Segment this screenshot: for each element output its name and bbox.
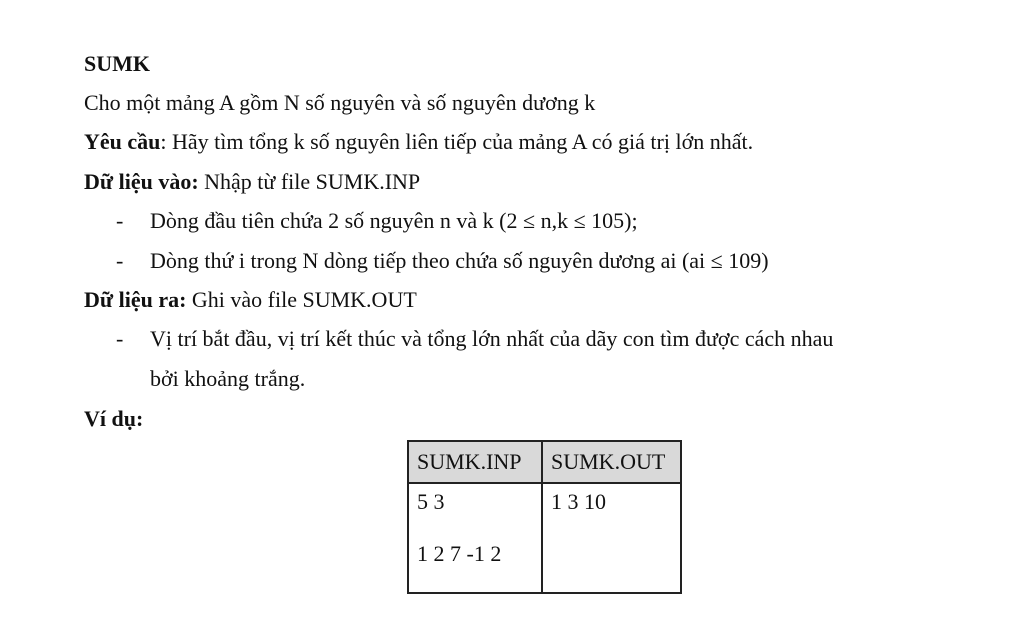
bullet-marker: - bbox=[116, 326, 124, 351]
output-heading-line bbox=[84, 286, 417, 314]
inp-line-2: 1 2 7 -1 2 bbox=[417, 541, 502, 566]
intro-text: Cho một mảng A gồm N số nguyên và số nguyên dương k bbox=[84, 90, 596, 115]
example-label: Ví dụ: bbox=[84, 406, 144, 431]
example-table bbox=[407, 440, 682, 594]
input-heading-line bbox=[84, 168, 420, 196]
requirement-label: Yêu cầu bbox=[84, 129, 161, 154]
inp-line-1: 5 3 bbox=[417, 489, 445, 514]
header-sumk-out: SUMK.OUT bbox=[542, 441, 681, 483]
problem-title: SUMK bbox=[84, 51, 150, 76]
input-text: Nhập từ file SUMK.INP bbox=[198, 169, 421, 194]
input-bullet-2: Dòng thứ i trong N dòng tiếp theo chứa số nguyên dương ai (ai ≤ 109) bbox=[150, 248, 769, 273]
header-sumk-inp: SUMK.INP bbox=[408, 441, 542, 483]
example-data-row bbox=[408, 483, 681, 593]
output-bullet-line-2: bởi khoảng trắng. bbox=[150, 366, 306, 391]
inp-cell bbox=[408, 483, 542, 593]
out-line-1: 1 3 10 bbox=[551, 489, 606, 514]
example-header-row bbox=[408, 441, 681, 483]
input-bullet-1: Dòng đầu tiên chứa 2 số nguyên n và k (2 ≤ n,k ≤ 105); bbox=[150, 208, 638, 233]
input-label: Dữ liệu vào: bbox=[84, 169, 199, 194]
output-bullet-line-1: Vị trí bắt đầu, vị trí kết thúc và tổng lớn nhất của dãy con tìm được cách nhau bbox=[150, 326, 834, 351]
bullet-marker: - bbox=[116, 248, 124, 273]
requirement-line bbox=[84, 128, 753, 156]
output-text: Ghi vào file SUMK.OUT bbox=[186, 287, 417, 312]
bullet-marker: - bbox=[116, 208, 124, 233]
output-label: Dữ liệu ra: bbox=[84, 287, 187, 312]
requirement-text: : Hãy tìm tổng k số nguyên liên tiếp của mảng A có giá trị lớn nhất. bbox=[160, 129, 754, 154]
out-cell bbox=[542, 483, 681, 593]
